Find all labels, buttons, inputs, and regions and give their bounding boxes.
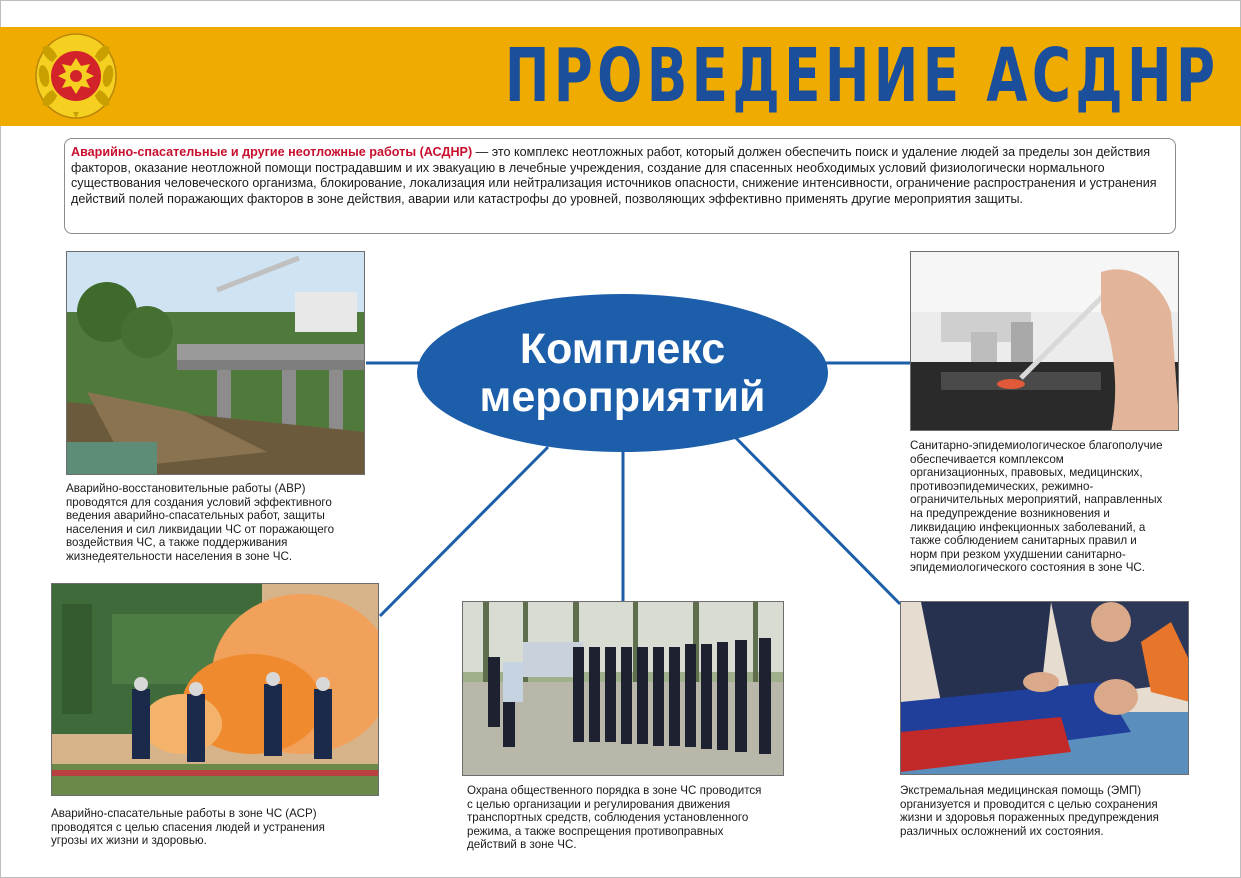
first-aid-training-photo <box>900 601 1189 775</box>
sanitary-caption <box>910 439 1163 575</box>
order-caption-line: с целью организации и регулирования движения <box>467 797 731 811</box>
asr-caption-line: Аварийно-спасательные работы в зоне ЧС (АСР) <box>51 807 317 820</box>
asr-caption-line: проводятся с целью спасения людей и устранения <box>51 820 325 834</box>
asr-caption-line: угрозы их жизни и здоровью. <box>51 834 207 848</box>
sanitary-caption-line: противоэпидемических, режимно- <box>910 479 1094 493</box>
central-title-line1: Комплекс <box>519 325 726 373</box>
sanitary-caption-line: обеспечивается комплексом <box>910 452 1064 466</box>
avr-caption-line: проводятся для создания условий эффективного <box>66 495 332 509</box>
police-formation-photo <box>462 601 784 776</box>
firefighters-rescue-photo <box>51 583 379 796</box>
sanitary-caption-line: на предупреждение возникновения и <box>910 506 1110 520</box>
sanitary-caption-line: организационных, правовых, медицинских, <box>910 466 1143 480</box>
sanitary-caption-line: норм при резком ухудшении санитарно- <box>910 547 1126 561</box>
sanitary-caption-line: также соблюдением санитарных правил и <box>910 534 1137 548</box>
emp-caption-line: организуется и проводится с целью сохранения <box>900 797 1158 811</box>
avr-caption-line: ведения аварийно-спасательных работ, защиты <box>66 509 325 523</box>
emp-caption <box>900 784 1159 838</box>
order-caption <box>467 784 761 852</box>
connector-emp <box>736 438 900 604</box>
microscope-lab-photo <box>910 251 1179 431</box>
order-caption-line: транспортных средств, соблюдения установленного <box>467 811 749 825</box>
intro-term: Аварийно-спасательные и другие неотложные работы (АСДНР) <box>71 145 473 159</box>
emp-caption-line: жизни и здоровья пораженных предупреждения <box>900 811 1159 825</box>
emp-caption-line: различных осложнений их состояния. <box>900 824 1104 838</box>
sanitary-caption-line: ограничительных мероприятий, направленных <box>910 493 1163 507</box>
order-caption-line: режима, а также воспрещения противоправных <box>467 824 724 838</box>
avr-caption-line: Аварийно-восстановительные работы (АВР) <box>66 482 306 495</box>
avr-caption-line: населения и сил ликвидации ЧС от поражающего <box>66 522 335 536</box>
connector-asr <box>380 447 548 616</box>
sanitary-caption-line: эпидемиологического состояния в зоне ЧС. <box>910 561 1146 575</box>
central-ellipse <box>417 294 828 452</box>
avr-caption-line: воздействия ЧС, а также поддерживания <box>66 536 288 550</box>
emp-caption-line: Экстремальная медицинская помощь (ЭМП) <box>900 784 1142 797</box>
bridge-debris-recovery-photo <box>66 251 365 475</box>
central-title-line2: мероприятий <box>479 373 766 421</box>
order-caption-line: Охрана общественного порядка в зоне ЧС проводится <box>467 784 762 797</box>
order-caption-line: действий в зоне ЧС. <box>467 838 577 852</box>
sanitary-caption-line: Санитарно-эпидемиологическое благополучие <box>910 439 1163 452</box>
sanitary-caption-line: ликвидацию инфекционных заболеваний, а <box>910 520 1146 534</box>
intro-text: — это комплекс неотложных работ, который должен обеспечить поиск и удаление людей за пределы зон действия факторов, оказание неотложной помощи пострадавшим и их эвакуацию в лечебные учреждения, создание для спасенных необходимых условий физиологически нормального существования человеческого организма, блокирование, локализация или нейтрализация источников опасности, снижение интенсивности, ограничение распространения и устранения действий полей поражающих факторов в зоне действия, аварии или катастрофы до уровней, позволяющих эффективно применять другие мероприятия защиты. <box>71 145 1157 206</box>
asr-caption <box>51 807 325 848</box>
avr-caption-line: жизнедеятельности населения в зоне ЧС. <box>66 549 293 563</box>
avr-caption <box>66 482 334 564</box>
page-title: ПРОВЕДЕНИЕ АСДНР <box>504 33 1219 119</box>
